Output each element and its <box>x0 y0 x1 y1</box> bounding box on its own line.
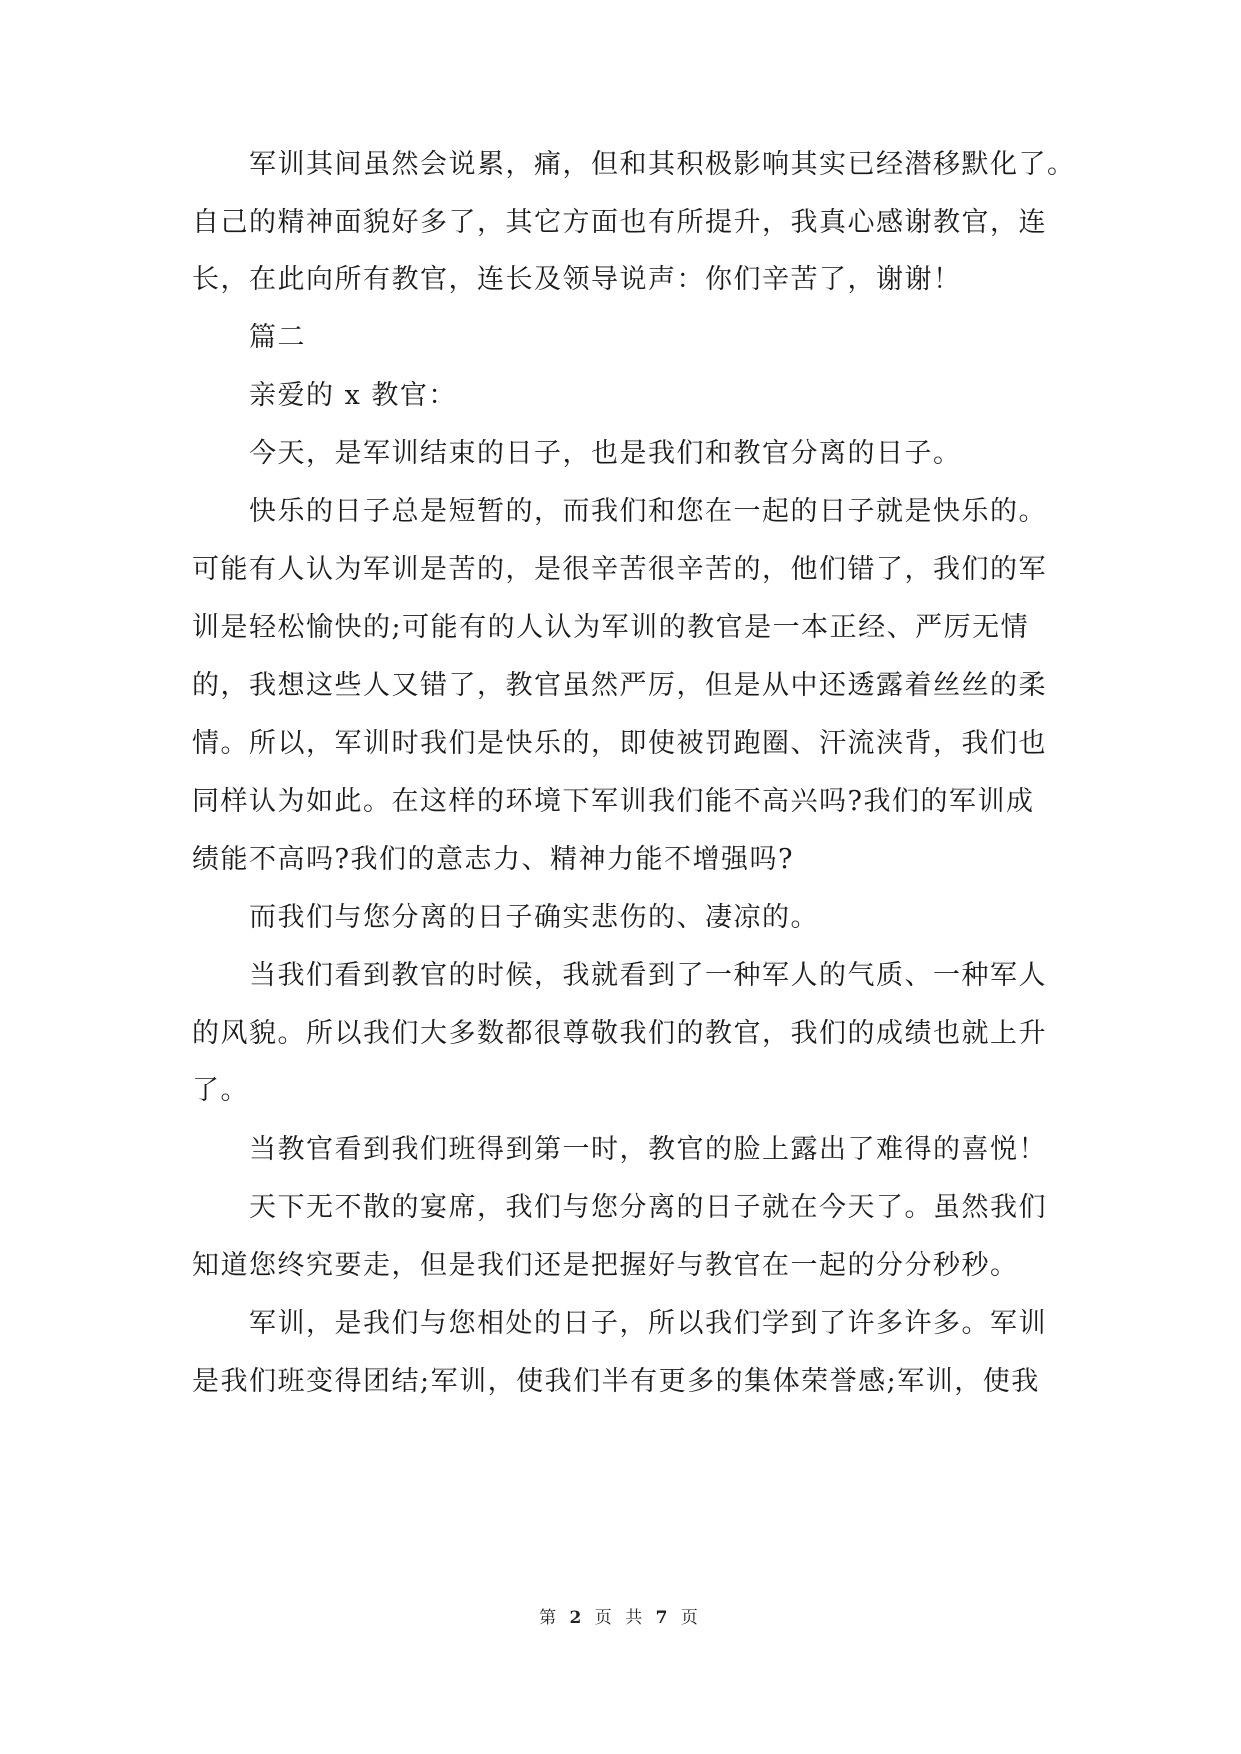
page-footer <box>0 1606 1241 1630</box>
text-line: 长，在此向所有教官，连长及领导说声：你们辛苦了，谢谢！ <box>192 264 962 295</box>
text-line: 军训，是我们与您相处的日子，所以我们学到了许多许多。军训 <box>249 1308 1047 1339</box>
text-line: 是我们班变得团结;军训，使我们半有更多的集体荣誉感;军训，使我 <box>192 1366 1040 1397</box>
text-line: 了。 <box>192 1075 249 1106</box>
text-line: 的，我想这些人又错了，教官虽然严厉，但是从中还透露着丝丝的柔 <box>192 670 1047 701</box>
footer-prefix: 第 <box>539 1608 561 1628</box>
text-line: 同样认为如此。在这样的环境下军训我们能不高兴吗?我们的军训成 <box>192 786 1035 817</box>
text-line: 训是轻松愉快的;可能有的人认为军训的教官是一本正经、严厉无情 <box>192 612 1030 643</box>
text-line: 天下无不散的宴席，我们与您分离的日子就在今天了。虽然我们 <box>249 1192 1047 1223</box>
section-heading: 篇二 <box>249 322 306 353</box>
text-line: 快乐的日子总是短暂的，而我们和您在一起的日子就是快乐的。 <box>249 496 1047 527</box>
text-line: 知道您终究要走，但是我们还是把握好与教官在一起的分分秒秒。 <box>192 1250 1019 1281</box>
text-line: 今天，是军训结束的日子，也是我们和教官分离的日子。 <box>249 438 962 469</box>
text-line: 情。所以，军训时我们是快乐的，即使被罚跑圈、汗流浃背，我们也 <box>192 728 1047 759</box>
total-pages-number: 7 <box>655 1608 672 1628</box>
footer-suffix: 页 <box>680 1608 702 1628</box>
salutation: 亲爱的 x 教官： <box>249 380 457 411</box>
text-line: 可能有人认为军训是苦的，是很辛苦很辛苦的，他们错了，我们的军 <box>192 554 1047 585</box>
text-line: 的风貌。所以我们大多数都很尊敬我们的教官，我们的成绩也就上升 <box>192 1018 1047 1049</box>
text-line: 而我们与您分离的日子确实悲伤的、凄凉的。 <box>249 902 819 933</box>
text-line: 自己的精神面貌好多了，其它方面也有所提升，我真心感谢教官，连 <box>192 207 1047 238</box>
text-line: 绩能不高吗?我们的意志力、精神力能不增强吗? <box>192 844 794 875</box>
footer-middle: 页 共 <box>594 1608 647 1628</box>
current-page-number: 2 <box>569 1608 586 1628</box>
text-line: 军训其间虽然会说累，痛，但和其积极影响其实已经潜移默化了。 <box>249 149 1076 180</box>
text-line: 当教官看到我们班得到第一时，教官的脸上露出了难得的喜悦！ <box>249 1134 1047 1165</box>
text-line: 当我们看到教官的时候，我就看到了一种军人的气质、一种军人 <box>249 960 1047 991</box>
